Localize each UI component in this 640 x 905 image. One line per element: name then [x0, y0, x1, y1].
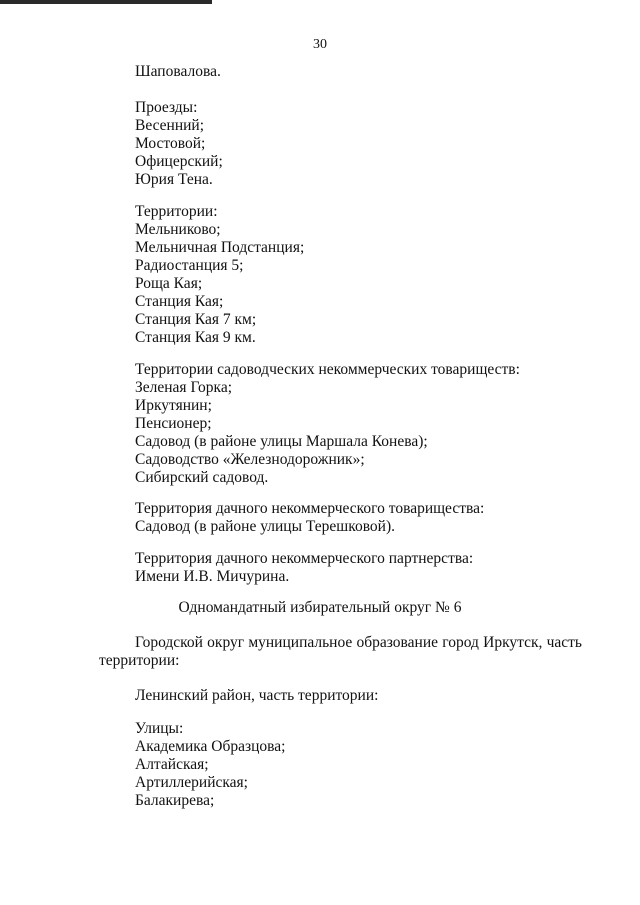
paragraph-line-1: Городской округ муниципальное образование город Иркутск, часть — [135, 634, 582, 651]
section-heading-snt: Территории садоводческих некоммерческих товариществ: — [135, 361, 520, 378]
list-item: Радиостанция 5; — [135, 257, 244, 274]
list-item: Балакирева; — [135, 792, 215, 809]
list-item: Станция Кая 9 км. — [135, 329, 256, 346]
section-heading-dnt: Территория дачного некоммерческого товарищества: — [135, 500, 485, 517]
district-part-line: Ленинский район, часть территории: — [135, 687, 379, 704]
list-item: Сибирский садовод. — [135, 469, 269, 486]
section-heading-dnp: Территория дачного некоммерческого партнерства: — [135, 550, 474, 567]
section-heading-ulitsy: Улицы: — [135, 720, 184, 737]
list-item: Академика Образцова; — [135, 738, 286, 755]
list-item: Мельниково; — [135, 221, 221, 238]
list-item: Имени И.В. Мичурина. — [135, 568, 290, 585]
scan-edge-mark — [0, 0, 212, 4]
list-item: Офицерский; — [135, 153, 223, 170]
list-item: Артиллерийская; — [135, 774, 248, 791]
list-item: Станция Кая 7 км; — [135, 311, 257, 328]
page-number: 30 — [313, 37, 327, 52]
list-item: Иркутянин; — [135, 397, 212, 414]
list-item: Юрия Тена. — [135, 171, 213, 188]
list-item: Садовод (в районе улицы Терешковой). — [135, 518, 396, 535]
list-item: Садовод (в районе улицы Маршала Конева); — [135, 433, 428, 450]
list-item: Зеленая Горка; — [135, 379, 233, 396]
list-item: Весенний; — [135, 117, 205, 134]
list-item: Садоводство «Железнодорожник»; — [135, 451, 365, 468]
district-heading: Одномандатный избирательный округ № 6 — [178, 599, 462, 616]
text-line: Шаповалова. — [135, 63, 221, 80]
section-heading-territorii: Территории: — [135, 203, 218, 220]
list-item: Алтайская; — [135, 756, 209, 773]
list-item: Роща Кая; — [135, 275, 203, 292]
paragraph-line-2: территории: — [99, 652, 180, 669]
list-item: Станция Кая; — [135, 293, 224, 310]
list-item: Мельничная Подстанция; — [135, 239, 305, 256]
list-item: Мостовой; — [135, 135, 206, 152]
section-heading-proezdy: Проезды: — [135, 99, 198, 116]
list-item: Пенсионер; — [135, 415, 212, 432]
